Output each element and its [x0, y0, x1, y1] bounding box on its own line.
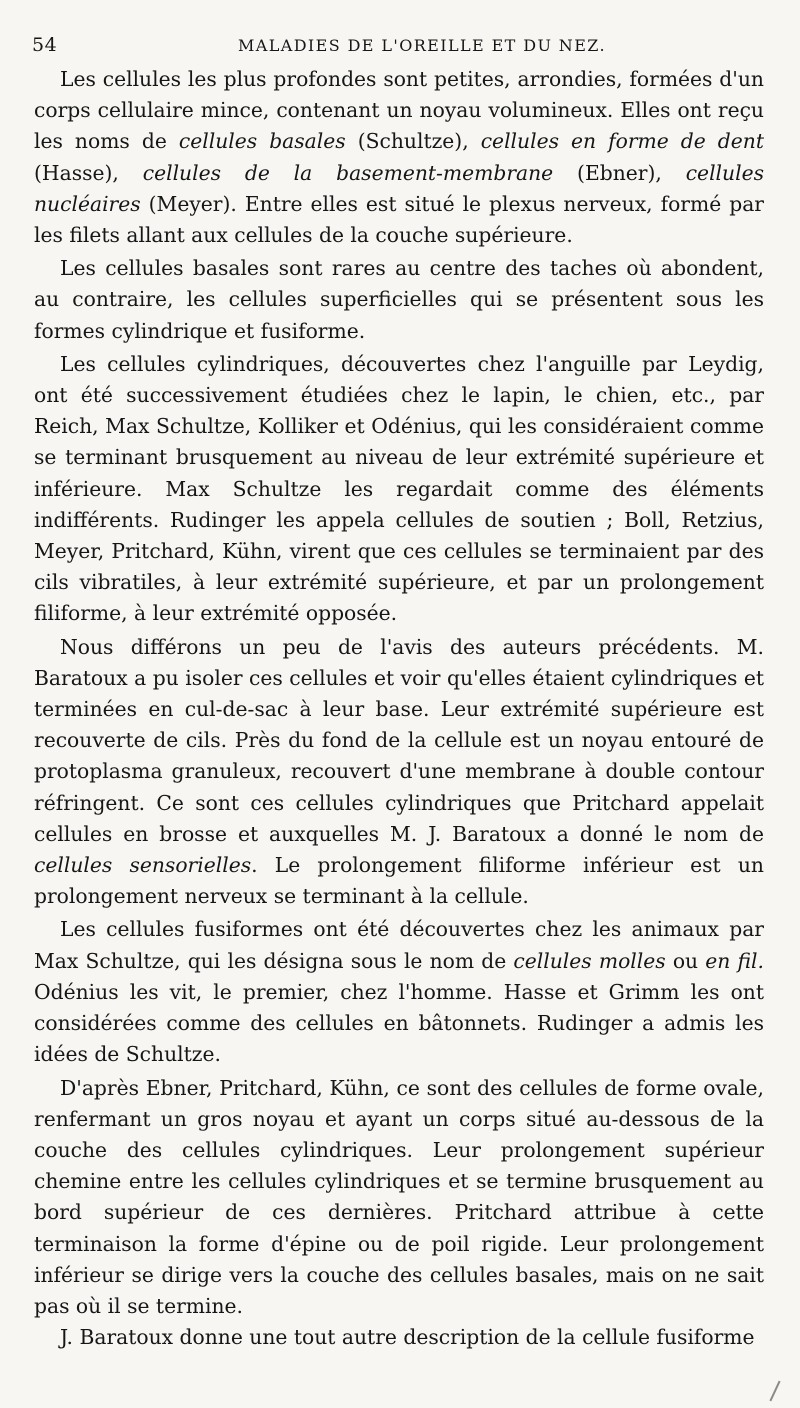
italic-term: cellules basales	[178, 129, 346, 154]
running-title: MALADIES DE L'OREILLE ET DU NEZ.	[237, 36, 607, 55]
page-edge-mark	[769, 1381, 780, 1402]
text-run: (Schultze),	[345, 129, 481, 154]
italic-term: cellules de la basement-membrane	[142, 160, 554, 185]
paragraph-baratoux-description: J. Baratoux donne une tout autre description de la cellule fusiforme	[60, 1325, 755, 1350]
italic-term: cellules molles	[513, 948, 666, 973]
italic-term: cellules nucléaires	[34, 160, 764, 216]
page-number: 54	[32, 34, 58, 56]
italic-term: en fil.	[705, 948, 764, 973]
page-header	[32, 34, 780, 58]
text-run: (Ebner),	[553, 160, 686, 185]
text-run: ou	[665, 948, 706, 973]
text-run: (Meyer). Entre elles est situé le plexus nerveux, formé par les filets allant aux cellules de la couche supérieure.	[34, 191, 764, 248]
italic-term: cellules en forme de dent	[480, 129, 764, 154]
paragraph-baratoux-opinion	[34, 632, 764, 913]
paragraph-cylindrical-cells: Les cellules cylindriques, découvertes chez l'anguille par Leydig, ont été successivement étudiées chez le lapin, le chien, etc., par Reich, Max Schultze, Kolliker et Odénius, qui les considéraient comme se terminant brusquement au niveau de leur extrémité supérieure et inférieure. Max Schultze les regardait comme des éléments indifférents. Rudinger les appela cellules de soutien ; Boll, Retzius, Meyer, Pritchard, Kühn, virent que ces cellules se terminaient par des cils vibratiles, à leur extrémité supérieure, et par un prolongement filiforme, à leur extrémité opposée.	[34, 351, 764, 626]
text-run: Les cellules fusiformes ont été découvertes chez les animaux par Max Schultze, qui les désigna sous le nom de	[34, 917, 764, 973]
text-run: Les cellules les plus profondes sont petites, arrondies, formées d'un corps cellulaire mince, contenant un noyau volumineux. Elles ont reçu les noms de	[34, 67, 764, 154]
paragraph-ebner-description: D'après Ebner, Pritchard, Kühn, ce sont des cellules de forme ovale, renfermant un gros noyau et ayant un corps situé au-dessous de la couche des cellules cylindriques. Leur prolongement supérieur chemine entre les cellules cylindriques et se termine brusquement au bord supérieur de ces dernières. Pritchard attribue à cette terminaison la forme d'épine ou de poil rigide. Leur prolongement inférieur se dirige vers la couche des cellules basales, mais on ne sait pas où il se termine.	[34, 1075, 764, 1318]
paragraph-fusiform-cells	[34, 914, 764, 1070]
text-run: (Hasse),	[34, 160, 143, 185]
paragraph-basal-cells	[34, 64, 764, 251]
text-run: . Le prolongement filiforme inférieur est un prolongement nerveux se terminant à la cellule.	[34, 853, 764, 909]
paragraph-superficial-cells: Les cellules basales sont rares au centre des taches où abondent, au contraire, les cellules superficielles qui se présentent sous les formes cylindrique et fusiforme.	[34, 256, 764, 343]
body-text	[34, 64, 764, 1353]
text-run: Odénius les vit, le premier, chez l'homme. Hasse et Grimm les ont considérées comme des cellules en bâtonnets. Rudinger a admis les idées de Schultze.	[34, 979, 764, 1067]
text-run: Nous différons un peu de l'avis des auteurs précédents. M. Baratoux a pu isoler ces cellules et voir qu'elles étaient cylindriques et terminées en cul-de-sac à leur base. Leur extrémité supérieure est recouverte de cils. Près du fond de la cellule est un noyau entouré de protoplasma granuleux, recouvert d'une membrane à double contour réfringent. Ce sont ces cellules cylindriques que Pritchard appelait cellules en brosse et auxquelles M. J. Baratoux a donné le nom de	[34, 634, 764, 846]
italic-term: cellules sensorielles	[34, 853, 252, 878]
